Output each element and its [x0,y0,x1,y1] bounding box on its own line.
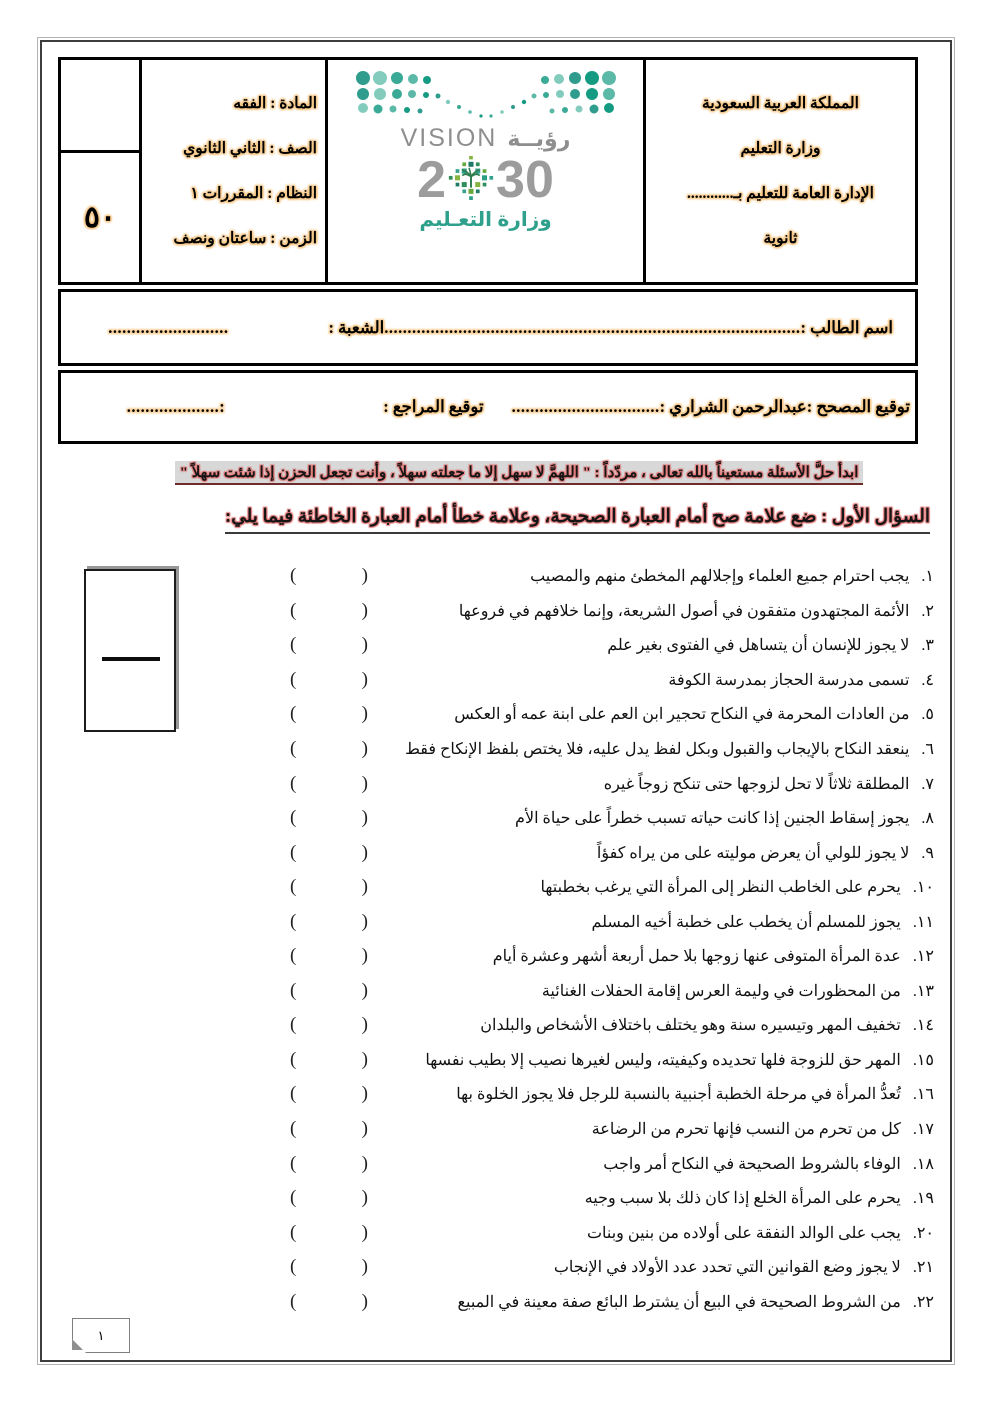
paren-open: ( [290,979,297,1001]
question-item [58,628,940,663]
folded-corner-flap-icon [72,1339,83,1350]
paren-open: ( [290,668,297,690]
question-item [58,835,940,870]
paren-open: ( [290,1221,297,1243]
item-text: من العادات المحرمة في النكاح تحجير ابن العم على ابنة عمه أو العكس [454,706,910,724]
item-text: الأئمة المجتهدون متفقون في أصول الشريعة، وإنما خلافهم في فروعها [458,602,910,620]
item-statement [554,1257,934,1277]
item-number: ١٩. [912,1190,934,1208]
question-item [58,1250,940,1285]
paren-open: ( [290,703,297,725]
question-item [58,1112,940,1147]
item-statement [542,981,934,1001]
paren-open: ( [290,599,297,621]
student-name-box [58,289,918,366]
vision-ar-text: رؤيــة [507,126,571,151]
item-text: المهر حق للزوجة فلها تحديده وكيفيته، وليس لغيرها نصيب إلا بطيب نفسها [425,1051,901,1069]
section-label: الشعبة : [328,317,385,337]
paren-close: ) [361,1083,368,1105]
page-border [40,40,952,1362]
paren-close: ) [361,1221,368,1243]
ministry-line: وزارة التعليم [740,140,821,157]
palm-emblem-icon [447,156,495,204]
item-statement [456,1084,934,1104]
paren-close: ) [361,1187,368,1209]
answer-parens [290,663,368,698]
paren-open: ( [290,1118,297,1140]
item-text: لا يجوز للإنسان أن يتساهل في الفتوى بغير علم [607,637,910,655]
paren-close: ) [361,1014,368,1036]
item-number: ١٤. [912,1017,934,1035]
instruction-row [92,461,946,485]
item-statement [591,912,934,932]
moe-vision-2030-logo [351,60,621,230]
question-item [58,801,940,836]
total-score: ٥٠ [83,201,117,234]
paren-open: ( [290,1290,297,1312]
paren-open: ( [290,1014,297,1036]
answer-parens [290,835,368,870]
item-number: ٢٠. [912,1224,934,1242]
student-name-label: اسم الطالب : [800,317,893,337]
paren-close: ) [361,668,368,690]
item-number: ٦. [921,741,934,758]
paren-close: ) [361,910,368,932]
item-text: المطلقة ثلاثاً لا تحل لزوجها حتى تنكح زوجاً غيره [603,775,910,793]
paren-open: ( [290,634,297,656]
paren-open: ( [290,772,297,794]
answer-parens [290,939,368,974]
score-column [61,60,139,282]
school-line: ثانوية [763,230,798,247]
header-table [58,57,918,285]
paren-close: ) [361,1048,368,1070]
paren-open: ( [290,1083,297,1105]
paren-open: ( [290,945,297,967]
paren-close: ) [361,738,368,759]
vision-2030-year [417,151,554,209]
item-statement [668,670,934,690]
item-text: لا يجوز للولي أن يعرض موليته على من يراه كفؤاً [596,844,910,862]
question-item [58,559,940,594]
question-item [58,974,940,1009]
question-item [58,1043,940,1078]
grade-line: الصف : الثاني الثانوي [183,140,317,157]
item-statement [587,1223,934,1243]
section-blank: .......................... [108,317,229,337]
item-statement [597,843,934,863]
answer-parens [290,1215,368,1250]
question-item [58,1077,940,1112]
item-text: تخفيف المهر وتيسيره سنة وهو يختلف باختلاف الأشخاص والبلدان [480,1017,901,1035]
item-statement [458,1292,935,1312]
item-number: ٣. [921,637,934,655]
signatures-box [58,370,918,444]
item-text: يجوز إسقاط الجنين إذا كانت حياته تسبب خطراً على حياة الأم [515,810,910,828]
year-digits-30: 30 [496,151,554,209]
item-number: ١٨. [912,1155,934,1173]
paren-close: ) [361,1290,368,1312]
item-number: ١٠. [912,879,934,897]
corrector-signature-label: توقيع المصحح : [806,397,910,416]
question-item [58,1008,940,1043]
corrector-name: عبدالرحمن الشراري : [659,397,807,416]
exam-info-cell [139,60,325,282]
item-number: ١٦. [912,1086,934,1104]
paren-open: ( [290,565,297,587]
paren-close: ) [361,634,368,656]
question-item [58,870,940,905]
item-number: ٩. [921,844,934,862]
answer-parens [290,1112,368,1147]
item-statement [585,1188,934,1208]
country-line: المملكة العربية السعودية [702,95,859,112]
system-line: النظام : المقررات ١ [190,185,317,202]
item-text: تُعدُّ المرأة في مرحلة الخطبة أجنبية بالنسبة للرجل فلا يجوز الخلوة بها [456,1086,901,1104]
item-statement [425,1050,934,1070]
paren-close: ) [361,1256,368,1278]
item-number: ٢٢. [912,1293,934,1311]
question-item [58,766,940,801]
item-statement [541,877,935,897]
answer-parens [290,1181,368,1216]
year-digit-2: 2 [417,151,447,209]
paren-open: ( [290,807,297,829]
item-number: ٢١. [912,1259,934,1277]
answer-parens [290,1250,368,1285]
paren-open: ( [290,910,297,932]
question-item [58,1215,940,1250]
paren-close: ) [361,703,368,725]
answer-parens [290,974,368,1009]
question-items [58,559,940,1319]
item-number: ١٥. [912,1051,934,1069]
item-statement [515,808,934,828]
question-item [58,594,940,629]
paren-close: ) [361,1152,368,1174]
question-title: السؤال الأول : ضع علامة صح أمام العبارة الصحيحة، وعلامة خطأ أمام العبارة الخاطئة فيما يلي: [225,506,930,534]
item-number: ٧. [921,775,934,793]
answer-parens [290,870,368,905]
ministry-wordmark: وزارة التعـليم [419,209,552,231]
item-text: تسمى مدرسة الحجاز بمدرسة الكوفة [668,671,910,689]
item-statement [493,946,934,966]
answer-parens [290,1008,368,1043]
item-text: من الشروط الصحيحة في البيع أن يشترط البائع صفة معينة في المبيع [457,1293,901,1311]
paren-close: ) [361,841,368,863]
paren-close: ) [361,979,368,1001]
item-statement [607,635,934,655]
paren-open: ( [290,1048,297,1070]
item-number: ١. [921,568,934,586]
instruction-text: ابدأ حلَّ الأسئلة مستعيناً بالله تعالى ، مردّداً : " اللهمَّ لا سهل إلا ما جعلته سهلاً ، وأنت تجعل الحزن إذا شئت سهلاً " [175,461,864,485]
answer-parens [290,628,368,663]
question-item [58,697,940,732]
paren-close: ) [361,565,368,587]
item-text: عدة المرأة المتوفى عنها زوجها بلا حمل أربعة أشهر وعشرة أيام [492,948,901,966]
logo-cell [325,60,643,282]
score-empty-cell [61,60,139,153]
paren-close: ) [361,945,368,967]
item-text: يحرم على المرأة الخلع إذا كان ذلك بلا سبب وجيه [584,1190,901,1208]
answer-parens [290,732,368,767]
answer-parens [290,1146,368,1181]
item-statement [459,601,934,621]
paren-open: ( [290,876,297,898]
paren-open: ( [290,841,297,863]
item-text: يجوز للمسلم أن يخطب على خطبة أخيه المسلم [591,913,901,931]
question-item [58,904,940,939]
page-number: ١ [97,1327,105,1343]
item-number: ٨. [921,810,934,828]
question-item [58,1181,940,1216]
reviewer-signature-blank: ....................: [126,397,226,416]
corrector-signature-blank: ................................ [511,397,660,416]
vision-title [401,126,571,151]
page-number-box [72,1318,130,1353]
answer-parens [290,594,368,629]
question-item [58,1146,940,1181]
ministry-cell [643,60,915,282]
item-text: يجب على الوالد النفقة على أولاده من بنين وبنات [586,1224,901,1242]
answer-parens [290,697,368,732]
item-text: من المحظورات في وليمة العرس إقامة الحفلات الغنائية [541,982,901,1000]
answer-parens [290,1284,368,1319]
total-score-cell [61,153,139,282]
time-line: الزمن : ساعتان ونصف [173,230,317,247]
answer-parens [290,766,368,801]
item-statement [603,1154,934,1174]
question-item [58,663,940,698]
item-text: الوفاء بالشروط الصحيحة في النكاح أمر واجب [603,1155,901,1173]
item-number: ١١. [912,913,934,931]
item-statement [405,739,934,759]
item-number: ٤. [921,671,934,689]
question-item [58,732,940,767]
administration-line: الإدارة العامة للتعليم بـ............ [687,185,874,202]
item-statement [454,704,934,724]
vision-dots-pattern-icon [351,68,621,124]
item-statement [604,774,934,794]
item-number: ١٢. [912,948,934,966]
item-number: ٢. [921,602,934,620]
paren-close: ) [361,876,368,898]
answer-parens [290,801,368,836]
paren-close: ) [361,772,368,794]
item-text: لا يجوز وضع القوانين التي تحدد عدد الأولاد في الإنجاب [553,1259,901,1277]
item-statement [592,1119,934,1139]
paren-close: ) [361,807,368,829]
reviewer-signature-label: توقيع المراجع : [383,397,484,416]
item-text: يحرم على الخاطب النظر إلى المرأة التي يرغب بخطبتها [540,879,901,897]
item-text: كل من تحرم من النسب فإنها تحرم من الرضاعة [591,1121,901,1139]
item-number: ١٣. [912,982,934,1000]
item-number: ١٧. [912,1121,934,1139]
item-text: ينعقد النكاح بالإيجاب والقبول وبكل لفظ يدل عليه، فلا يختص بلفظ الإنكاح فقط [405,741,910,758]
vision-en-text: VISION [400,124,498,152]
item-text: يجب احترام جميع العلماء وإجلالهم المخطئ منهم والمصيب [530,568,910,586]
question-item [58,939,940,974]
paren-open: ( [290,1256,297,1278]
question-item [58,1284,940,1319]
answer-parens [290,1043,368,1078]
paren-open: ( [290,738,297,759]
subject-line: المادة : الفقه [233,95,317,112]
paren-open: ( [290,1187,297,1209]
answer-parens [290,559,368,594]
answer-parens [290,1077,368,1112]
item-statement [480,1015,934,1035]
paren-open: ( [290,1152,297,1174]
item-statement [530,566,934,586]
student-name-blank: .......................................................................................... [384,317,801,337]
question-title-row [225,506,930,534]
answer-parens [290,904,368,939]
paren-close: ) [361,1118,368,1140]
paren-close: ) [361,599,368,621]
item-number: ٥. [921,706,934,724]
